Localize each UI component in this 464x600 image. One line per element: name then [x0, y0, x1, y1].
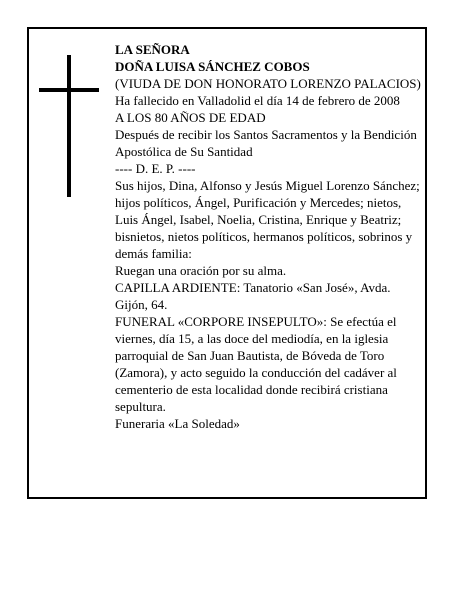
- notice-text: [115, 41, 421, 432]
- chapel-info: CAPILLA ARDIENTE: Tanatorio «San José», Avda. Gijón, 64.: [115, 280, 391, 312]
- notice-title: LA SEÑORA: [115, 42, 190, 57]
- sacraments-text: Después de recibir los Santos Sacramentos y la Bendición Apostólica de Su Santidad: [115, 127, 417, 159]
- cross-vertical-bar: [67, 55, 71, 197]
- prayer-request: Ruegan una oración por su alma.: [115, 263, 287, 278]
- age-at-death: A LOS 80 AÑOS DE EDAD: [115, 110, 266, 125]
- funeral-home: Funeraria «La Soledad»: [115, 416, 240, 431]
- obituary-notice: [27, 27, 427, 499]
- family-list: Sus hijos, Dina, Alfonso y Jesús Miguel Lorenzo Sánchez; hijos políticos, Ángel, Purificación y Mercedes; nietos, Luis Ángel, Isabel, Noelia, Cristina, Enrique y Beatriz; bisnietos, nietos políticos, hermanos políticos, sobrinos y demás familia:: [115, 178, 420, 261]
- funeral-info: FUNERAL «CORPORE INSEPULTO»: Se efectúa el viernes, día 15, a las doce del mediodía, en la iglesia parroquial de San Juan Bautista, de Bóveda de Toro (Zamora), y acto seguido la conducción del cadáver al cementerio de esta localidad donde recibirá cristiana sepultura.: [115, 314, 397, 414]
- widow-of: (VIUDA DE DON HONORATO LORENZO PALACIOS): [115, 76, 421, 91]
- rip-line: ---- D. E. P. ----: [115, 161, 196, 176]
- death-info: Ha fallecido en Valladolid el día 14 de febrero de 2008: [115, 93, 400, 108]
- deceased-name: DOÑA LUISA SÁNCHEZ COBOS: [115, 59, 310, 74]
- cross-horizontal-bar: [39, 88, 99, 92]
